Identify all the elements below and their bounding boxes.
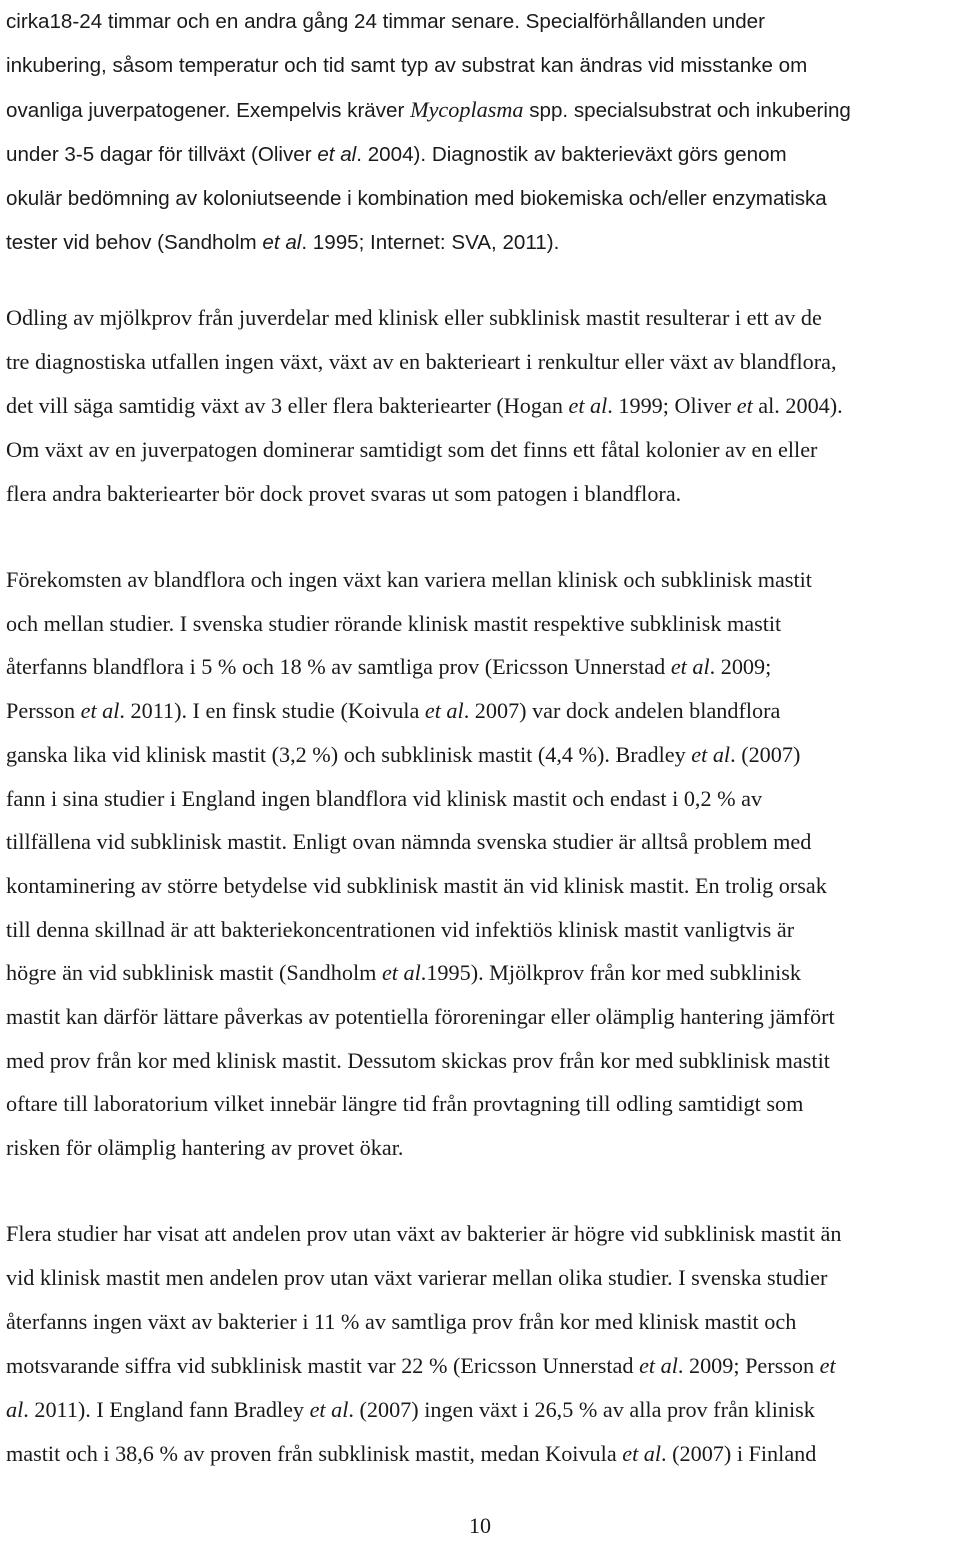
- text-run: tre diagnostiska utfallen ingen växt, växt av en bakterieart i renkultur eller växt av blandflora,: [6, 349, 837, 374]
- italic-text: et al: [639, 1353, 678, 1378]
- italic-text: et al: [568, 393, 608, 418]
- text-line: [6, 1082, 958, 1126]
- paragraph-2: [6, 296, 958, 516]
- italic-text: et al: [309, 1397, 349, 1422]
- text-line: [6, 602, 958, 646]
- text-run: risken för olämplig hantering av provet ökar.: [6, 1135, 404, 1161]
- text-run: till denna skillnad är att bakteriekoncentrationen vid infektiös klinisk mastit vanligtvis är: [6, 916, 795, 942]
- text-line: [6, 995, 958, 1039]
- text-line: [6, 221, 958, 265]
- text-run: kontaminering av större betydelse vid subklinisk mastit än vid klinisk mastit. En trolig orsak: [6, 872, 827, 898]
- text-run: det vill säga samtidig växt av 3 eller flera bakteriearter (Hogan: [6, 393, 569, 418]
- text-line: [6, 733, 958, 777]
- text-run: mastit och i 38,6 % av proven från subklinisk mastit, medan Koivula: [6, 1441, 623, 1466]
- text-run: och mellan studier. I svenska studier rörande klinisk mastit respektive subklinisk mastit: [6, 610, 782, 636]
- text-run: inkubering, såsom temperatur och tid samt typ av substrat kan ändras vid misstanke om: [6, 54, 808, 77]
- italic-text: et al: [670, 654, 710, 680]
- italic-text: et al: [317, 143, 357, 166]
- paragraph-4: [6, 1212, 958, 1476]
- text-line: [6, 88, 958, 133]
- text-run: . 2009;: [709, 654, 772, 680]
- text-run: . 2007) var dock andelen blandflora: [463, 698, 781, 724]
- text-line: [6, 558, 958, 602]
- text-run: . 2009; Persson: [677, 1353, 820, 1378]
- text-run: Om växt av en juverpatogen dominerar samtidigt som det finns ett fåtal kolonier av en eller: [6, 437, 818, 462]
- text-line: [6, 1388, 958, 1432]
- text-run: . 2004). Diagnostik av bakterieväxt görs genom: [356, 143, 787, 166]
- italic-text: et: [819, 1353, 836, 1378]
- text-run: ganska lika vid klinisk mastit (3,2 %) och subklinisk mastit (4,4 %). Bradley: [6, 741, 692, 767]
- text-run: under 3-5 dagar för tillväxt (Oliver: [6, 143, 318, 166]
- text-line: [6, 428, 958, 472]
- text-line: [6, 1300, 958, 1344]
- text-run: . 2011). I en finsk studie (Koivula: [119, 698, 425, 724]
- text-run: med prov från kor med klinisk mastit. Dessutom skickas prov från kor med subklinisk mastit: [6, 1047, 830, 1073]
- text-run: Flera studier har visat att andelen prov utan växt av bakterier är högre vid subklinisk mastit än: [6, 1221, 842, 1246]
- text-line: [6, 908, 958, 952]
- text-run: spp. specialsubstrat och inkubering: [523, 99, 851, 122]
- text-run: . 1999; Oliver: [607, 393, 737, 418]
- text-run: fann i sina studier i England ingen blandflora vid klinisk mastit och endast i 0,2 % av: [6, 785, 763, 811]
- text-line: [6, 1039, 958, 1083]
- text-run: tillfällena vid subklinisk mastit. Enligt ovan nämnda svenska studier är alltså problem med: [6, 829, 812, 855]
- text-run: ovanliga juverpatogener. Exempelvis kräver: [6, 99, 411, 122]
- text-line: [6, 384, 958, 428]
- text-run: flera andra bakteriearter bör dock provet svaras ut som patogen i blandflora.: [6, 481, 682, 506]
- text-line: [6, 1126, 958, 1170]
- italic-text: et al: [381, 960, 421, 986]
- italic-text: et al: [622, 1441, 662, 1466]
- text-run: .1995). Mjölkprov från kor med subklinisk: [420, 960, 801, 986]
- text-run: . 2011). I England fann Bradley: [23, 1397, 310, 1422]
- text-line: [6, 689, 958, 733]
- text-line: [6, 340, 958, 384]
- text-run: . (2007) ingen växt i 26,5 % av alla prov från klinisk: [348, 1397, 815, 1422]
- text-line: [6, 1432, 958, 1476]
- text-run: Persson: [6, 698, 81, 724]
- text-line: [6, 645, 958, 689]
- text-run: återfanns ingen växt av bakterier i 11 % av samtliga prov från kor med klinisk mastit och: [6, 1309, 797, 1334]
- text-line: [6, 864, 958, 908]
- italic-text: et: [736, 393, 753, 418]
- text-run: cirka18-24 timmar och en andra gång 24 timmar senare. Specialförhållanden under: [6, 10, 765, 33]
- text-line: [6, 0, 958, 44]
- text-run: okulär bedömning av koloniutseende i kombination med biokemiska och/eller enzymatiska: [6, 187, 827, 210]
- text-run: högre än vid subklinisk mastit (Sandholm: [6, 960, 382, 986]
- italic-text: et al: [691, 741, 731, 767]
- text-run: mastit kan därför lättare påverkas av potentiella föroreningar eller olämplig hantering jämfört: [6, 1004, 835, 1030]
- text-line: [6, 777, 958, 821]
- text-line: [6, 951, 958, 995]
- page-number: 10: [469, 1513, 491, 1538]
- text-line: [6, 820, 958, 864]
- text-run: . 1995; Internet: SVA, 2011).: [301, 231, 560, 254]
- text-run: . (2007): [730, 741, 801, 767]
- text-run: återfanns blandflora i 5 % och 18 % av samtliga prov (Ericsson Unnerstad: [6, 654, 671, 680]
- italic-text: et al: [80, 698, 120, 724]
- text-line: [6, 44, 958, 88]
- text-line: [6, 133, 958, 177]
- text-run: . (2007) i Finland: [661, 1441, 817, 1466]
- text-run: oftare till laboratorium vilket innebär längre tid från provtagning till odling samtidigt som: [6, 1091, 804, 1117]
- text-run: motsvarande siffra vid subklinisk mastit var 22 % (Ericsson Unnerstad: [6, 1353, 640, 1378]
- text-run: al. 2004).: [752, 393, 843, 418]
- italic-text: Mycoplasma: [410, 97, 524, 122]
- text-run: tester vid behov (Sandholm: [6, 231, 263, 254]
- italic-text: al: [6, 1397, 24, 1422]
- text-run: Odling av mjölkprov från juverdelar med klinisk eller subklinisk mastit resulterar i ett av de: [6, 305, 822, 330]
- text-line: [6, 1212, 958, 1256]
- text-run: vid klinisk mastit men andelen prov utan växt varierar mellan olika studier. I svenska studier: [6, 1265, 828, 1290]
- text-run: Förekomsten av blandflora och ingen växt kan variera mellan klinisk och subklinisk mastit: [6, 567, 812, 592]
- italic-text: et al: [424, 698, 464, 724]
- text-line: [6, 472, 958, 516]
- paragraph-1: [6, 0, 958, 265]
- paragraph-3: [6, 558, 958, 1170]
- text-line: [6, 1344, 958, 1388]
- italic-text: et al: [262, 231, 302, 254]
- text-line: [6, 296, 958, 340]
- text-line: [6, 1256, 958, 1300]
- text-line: [6, 177, 958, 221]
